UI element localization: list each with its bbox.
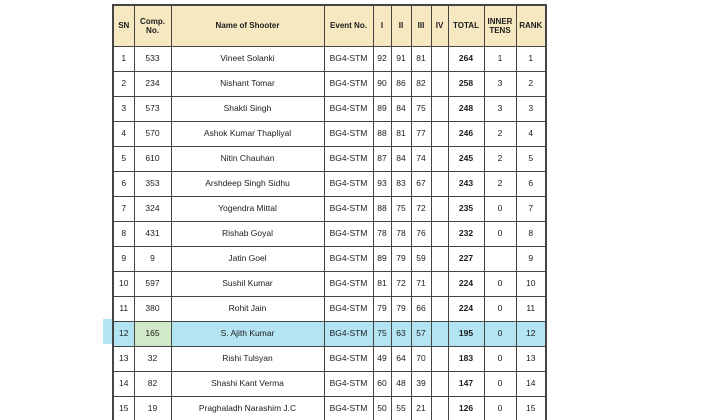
cell-sn: 4 [113, 122, 134, 147]
cell-comp-no: 353 [134, 172, 171, 197]
cell-event-no: BG4-STM [324, 322, 373, 347]
cell-total: 245 [448, 147, 484, 172]
column-header-s4: IV [431, 5, 448, 47]
cell-name: Jatin Goel [171, 247, 324, 272]
column-header-s3: III [411, 5, 431, 47]
table-row [113, 122, 546, 147]
cell-comp-no: 573 [134, 97, 171, 122]
cell-rank: 8 [516, 222, 546, 247]
cell-s3: 70 [411, 347, 431, 372]
cell-s4 [431, 147, 448, 172]
cell-event-no: BG4-STM [324, 47, 373, 72]
cell-s4 [431, 197, 448, 222]
cell-s3: 59 [411, 247, 431, 272]
cell-comp-no: 597 [134, 272, 171, 297]
cell-s2: 86 [391, 72, 411, 97]
cell-inner-tens: 0 [484, 397, 516, 420]
cell-inner-tens: 0 [484, 222, 516, 247]
cell-rank: 7 [516, 197, 546, 222]
cell-sn: 7 [113, 197, 134, 222]
cell-name: Rohit Jain [171, 297, 324, 322]
cell-comp-no: 82 [134, 372, 171, 397]
cell-name: Nishant Tomar [171, 72, 324, 97]
cell-s2: 64 [391, 347, 411, 372]
cell-rank: 11 [516, 297, 546, 322]
cell-event-no: BG4-STM [324, 347, 373, 372]
cell-rank: 9 [516, 247, 546, 272]
cell-total: 183 [448, 347, 484, 372]
cell-sn: 13 [113, 347, 134, 372]
cell-rank: 2 [516, 72, 546, 97]
cell-inner-tens: 2 [484, 122, 516, 147]
cell-rank: 10 [516, 272, 546, 297]
cell-s1: 49 [373, 347, 391, 372]
cell-name: Nitin Chauhan [171, 147, 324, 172]
cell-s2: 91 [391, 47, 411, 72]
cell-rank: 5 [516, 147, 546, 172]
cell-name: Yogendra Mittal [171, 197, 324, 222]
cell-name: Rishi Tulsyan [171, 347, 324, 372]
cell-total: 243 [448, 172, 484, 197]
cell-s2: 78 [391, 222, 411, 247]
cell-total: 224 [448, 297, 484, 322]
cell-comp-no: 234 [134, 72, 171, 97]
column-header-s2: II [391, 5, 411, 47]
cell-s2: 63 [391, 322, 411, 347]
column-header-comp_no: Comp. No. [134, 5, 171, 47]
cell-s4 [431, 122, 448, 147]
cell-s3: 66 [411, 297, 431, 322]
cell-s1: 93 [373, 172, 391, 197]
cell-inner-tens: 0 [484, 272, 516, 297]
cell-event-no: BG4-STM [324, 372, 373, 397]
cell-s1: 79 [373, 297, 391, 322]
cell-s1: 81 [373, 272, 391, 297]
cell-s2: 72 [391, 272, 411, 297]
cell-s1: 92 [373, 47, 391, 72]
cell-comp-no: 9 [134, 247, 171, 272]
cell-comp-no: 610 [134, 147, 171, 172]
cell-s1: 87 [373, 147, 391, 172]
cell-name: Vineet Solanki [171, 47, 324, 72]
cell-event-no: BG4-STM [324, 197, 373, 222]
cell-name: S. Ajith Kumar [171, 322, 324, 347]
cell-s4 [431, 247, 448, 272]
table-row [113, 172, 546, 197]
cell-sn: 12 [113, 322, 134, 347]
cell-comp-no: 19 [134, 397, 171, 420]
cell-comp-no: 431 [134, 222, 171, 247]
cell-s1: 60 [373, 372, 391, 397]
table-row [113, 347, 546, 372]
cell-s1: 88 [373, 197, 391, 222]
cell-s4 [431, 222, 448, 247]
table-row [113, 97, 546, 122]
cell-s3: 39 [411, 372, 431, 397]
cell-s4 [431, 297, 448, 322]
cell-total: 264 [448, 47, 484, 72]
cell-s3: 74 [411, 147, 431, 172]
cell-sn: 14 [113, 372, 134, 397]
cell-event-no: BG4-STM [324, 297, 373, 322]
cell-inner-tens: 0 [484, 372, 516, 397]
cell-comp-no: 533 [134, 47, 171, 72]
column-header-s1: I [373, 5, 391, 47]
column-header-total: TOTAL [448, 5, 484, 47]
cell-s2: 75 [391, 197, 411, 222]
header-row [113, 5, 546, 47]
cell-inner-tens: 0 [484, 197, 516, 222]
cell-inner-tens: 1 [484, 47, 516, 72]
cell-s2: 83 [391, 172, 411, 197]
table-row [113, 222, 546, 247]
cell-comp-no: 32 [134, 347, 171, 372]
cell-inner-tens: 3 [484, 72, 516, 97]
cell-s1: 89 [373, 247, 391, 272]
cell-total: 235 [448, 197, 484, 222]
table-row [113, 197, 546, 222]
table-row [113, 147, 546, 172]
cell-inner-tens: 2 [484, 172, 516, 197]
table-row-highlighted [113, 322, 546, 347]
cell-inner-tens [484, 247, 516, 272]
cell-sn: 6 [113, 172, 134, 197]
cell-rank: 12 [516, 322, 546, 347]
cell-sn: 9 [113, 247, 134, 272]
cell-s4 [431, 172, 448, 197]
cell-name: Praghaladh Narashim J.C [171, 397, 324, 420]
cell-s2: 84 [391, 97, 411, 122]
cell-s2: 84 [391, 147, 411, 172]
cell-total: 248 [448, 97, 484, 122]
cell-sn: 2 [113, 72, 134, 97]
table-row [113, 297, 546, 322]
column-header-rank: RANK [516, 5, 546, 47]
cell-total: 227 [448, 247, 484, 272]
cell-total: 195 [448, 322, 484, 347]
cell-s4 [431, 272, 448, 297]
table-row [113, 397, 546, 420]
cell-s1: 90 [373, 72, 391, 97]
cell-total: 224 [448, 272, 484, 297]
cell-s3: 57 [411, 322, 431, 347]
cell-comp-no: 165 [134, 322, 171, 347]
cell-inner-tens: 2 [484, 147, 516, 172]
cell-rank: 15 [516, 397, 546, 420]
cell-s3: 71 [411, 272, 431, 297]
cell-total: 246 [448, 122, 484, 147]
cell-s4 [431, 72, 448, 97]
cell-s2: 79 [391, 247, 411, 272]
cell-s1: 88 [373, 122, 391, 147]
cell-rank: 13 [516, 347, 546, 372]
cell-s4 [431, 47, 448, 72]
cell-sn: 3 [113, 97, 134, 122]
cell-comp-no: 570 [134, 122, 171, 147]
cell-s3: 75 [411, 97, 431, 122]
table-row [113, 372, 546, 397]
column-header-sn: SN [113, 5, 134, 47]
cell-s3: 72 [411, 197, 431, 222]
cell-comp-no: 324 [134, 197, 171, 222]
cell-s3: 81 [411, 47, 431, 72]
cell-name: Shakti Singh [171, 97, 324, 122]
cell-s3: 77 [411, 122, 431, 147]
cell-inner-tens: 0 [484, 297, 516, 322]
cell-s1: 78 [373, 222, 391, 247]
cell-event-no: BG4-STM [324, 147, 373, 172]
cell-event-no: BG4-STM [324, 247, 373, 272]
cell-name: Ashok Kumar Thapliyal [171, 122, 324, 147]
cell-rank: 1 [516, 47, 546, 72]
cell-s3: 82 [411, 72, 431, 97]
cell-event-no: BG4-STM [324, 397, 373, 420]
cell-name: Rishab Goyal [171, 222, 324, 247]
cell-total: 147 [448, 372, 484, 397]
cell-s3: 67 [411, 172, 431, 197]
cell-rank: 4 [516, 122, 546, 147]
cell-event-no: BG4-STM [324, 122, 373, 147]
cell-s2: 48 [391, 372, 411, 397]
cell-s4 [431, 372, 448, 397]
cell-s3: 76 [411, 222, 431, 247]
cell-event-no: BG4-STM [324, 97, 373, 122]
results-table [112, 4, 547, 420]
cell-s1: 75 [373, 322, 391, 347]
column-header-inner_tens: INNER TENS [484, 5, 516, 47]
cell-s3: 21 [411, 397, 431, 420]
cell-inner-tens: 0 [484, 322, 516, 347]
cell-event-no: BG4-STM [324, 172, 373, 197]
cell-s4 [431, 322, 448, 347]
cell-name: Sushil Kumar [171, 272, 324, 297]
column-header-event_no: Event No. [324, 5, 373, 47]
cell-name: Shashi Kant Verma [171, 372, 324, 397]
table-row [113, 72, 546, 97]
cell-rank: 3 [516, 97, 546, 122]
cell-event-no: BG4-STM [324, 272, 373, 297]
cell-s4 [431, 97, 448, 122]
cell-name: Arshdeep Singh Sidhu [171, 172, 324, 197]
cell-rank: 14 [516, 372, 546, 397]
table-row [113, 272, 546, 297]
cell-s4 [431, 347, 448, 372]
cell-sn: 8 [113, 222, 134, 247]
cell-s2: 55 [391, 397, 411, 420]
cell-comp-no: 380 [134, 297, 171, 322]
cell-event-no: BG4-STM [324, 72, 373, 97]
cell-s2: 79 [391, 297, 411, 322]
cell-s1: 50 [373, 397, 391, 420]
cell-inner-tens: 0 [484, 347, 516, 372]
cell-s1: 89 [373, 97, 391, 122]
cell-sn: 10 [113, 272, 134, 297]
cell-sn: 1 [113, 47, 134, 72]
cell-total: 126 [448, 397, 484, 420]
cell-sn: 5 [113, 147, 134, 172]
cell-total: 258 [448, 72, 484, 97]
cell-rank: 6 [516, 172, 546, 197]
cell-sn: 11 [113, 297, 134, 322]
cell-s4 [431, 397, 448, 420]
cell-inner-tens: 3 [484, 97, 516, 122]
table-row [113, 247, 546, 272]
cell-sn: 15 [113, 397, 134, 420]
cell-total: 232 [448, 222, 484, 247]
column-header-name: Name of Shooter [171, 5, 324, 47]
cell-event-no: BG4-STM [324, 222, 373, 247]
table-row [113, 47, 546, 72]
cell-s2: 81 [391, 122, 411, 147]
